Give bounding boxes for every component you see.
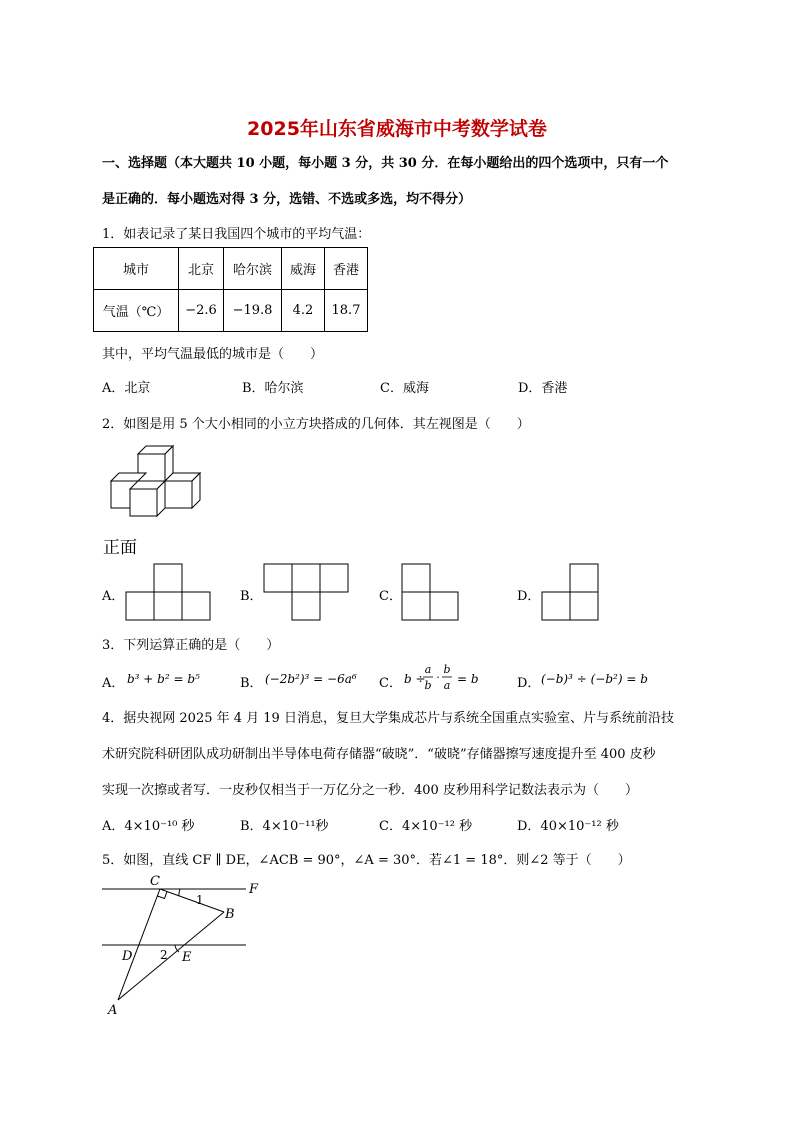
q3-option-b-math: (−2b²)³ = −6a⁶: [265, 672, 357, 686]
q4-option-b: B．4×10⁻¹¹秒: [240, 819, 329, 834]
q1-stem: 1．如表记录了某日我国四个城市的平均气温：: [102, 227, 371, 242]
label-angle-2: 2: [160, 948, 168, 962]
q3-option-c-post: = b: [457, 672, 479, 686]
q2-option-a-letter: A．: [102, 589, 125, 604]
label-c: C: [150, 874, 160, 889]
table-row: [94, 248, 368, 290]
q3-option-a-letter: A．: [102, 676, 125, 691]
q3-option-d-math: (−b)³ ÷ (−b²) = b: [541, 672, 648, 686]
q3-stem: 3．下列运算正确的是（ ）: [102, 638, 280, 653]
q3-option-c-fractions: [420, 661, 456, 697]
q4-line2: 术研究院科研团队成功研制出半导体电荷存储器“破晓”．“破晓”存储器擦写速度提升至 400 皮秒: [102, 747, 656, 762]
svg-text:b: b: [424, 679, 432, 692]
q2-option-c-figure: [401, 563, 461, 623]
q3-option-d-letter: D．: [517, 676, 541, 691]
q2-option-a-figure: [125, 563, 213, 623]
q1-question: 其中，平均气温最低的城市是（ ）: [102, 347, 324, 362]
q4-option-d: D．40×10⁻¹² 秒: [517, 819, 619, 834]
table-cell: 哈尔滨: [224, 248, 282, 290]
svg-text:b: b: [443, 663, 451, 676]
q2-option-d-letter: D．: [517, 589, 541, 604]
temperature-table: [93, 247, 368, 332]
q2-stem: 2．如图是用 5 个大小相同的小立方块搭成的几何体．其左视图是（ ）: [102, 417, 530, 432]
q2-option-b-letter: B．: [240, 589, 263, 604]
table-cell: −2.6: [179, 290, 224, 332]
q5-stem: 5．如图，直线 CF ∥ DE，∠ACB = 90°，∠A = 30°．若∠1 = 18°．则∠2 等于（ ）: [102, 853, 631, 868]
q3-option-a-math: b³ + b² = b⁵: [127, 672, 200, 686]
q4-option-a: A．4×10⁻¹⁰ 秒: [102, 819, 195, 834]
cube-solid-figure: [100, 440, 210, 520]
q3-option-c-letter: C．: [379, 676, 402, 691]
page-title: 2025年山东省威海市中考数学试卷: [247, 118, 547, 140]
q1-option-b: B．哈尔滨: [242, 381, 304, 396]
label-angle-1: 1: [196, 893, 204, 907]
svg-text:a: a: [443, 679, 451, 692]
table-cell: 城市: [94, 248, 179, 290]
table-row: [94, 290, 368, 332]
q2-option-b-figure: [263, 563, 351, 623]
q4-line1: 4．据央视网 2025 年 4 月 19 日消息，复旦大学集成芯片与系统全国重点实验室、片与系统前沿技: [102, 711, 674, 726]
q1-option-a: A．北京: [102, 381, 151, 396]
section-header-line2: 是正确的．每小题选对得 3 分，选错、不选或多选，均不得分）: [102, 192, 472, 207]
label-f: F: [249, 882, 259, 897]
section-header-line1: 一、选择题（本大题共 10 小题，每小题 3 分，共 30 分．在每小题给出的四个选项中，只有一个: [102, 156, 669, 171]
label-d: D: [122, 949, 133, 964]
svg-text:·: ·: [436, 671, 440, 684]
table-cell: 18.7: [325, 290, 368, 332]
label-a: A: [108, 1003, 118, 1018]
q4-option-c: C．4×10⁻¹² 秒: [379, 819, 473, 834]
q1-option-d: D．香港: [518, 381, 568, 396]
table-cell: 北京: [179, 248, 224, 290]
q1-option-c: C．威海: [380, 381, 429, 396]
table-cell: −19.8: [224, 290, 282, 332]
svg-text:a: a: [424, 663, 432, 676]
q2-option-d-figure: [541, 563, 601, 623]
q3-option-c-pre: b ÷: [404, 672, 426, 686]
label-b: B: [225, 907, 235, 922]
front-view-label: 正面: [103, 538, 137, 558]
q4-line3: 实现一次擦或者写．一皮秒仅相当于一万亿分之一秒．400 皮秒用科学记数法表示为（ ）: [102, 783, 638, 798]
label-e: E: [182, 950, 192, 965]
q5-geometry-figure: [100, 872, 270, 1022]
table-cell: 4.2: [282, 290, 325, 332]
table-cell: 香港: [325, 248, 368, 290]
q3-option-b-letter: B．: [240, 676, 263, 691]
table-cell: 气温（℃）: [94, 290, 179, 332]
table-cell: 威海: [282, 248, 325, 290]
q2-option-c-letter: C．: [379, 589, 402, 604]
